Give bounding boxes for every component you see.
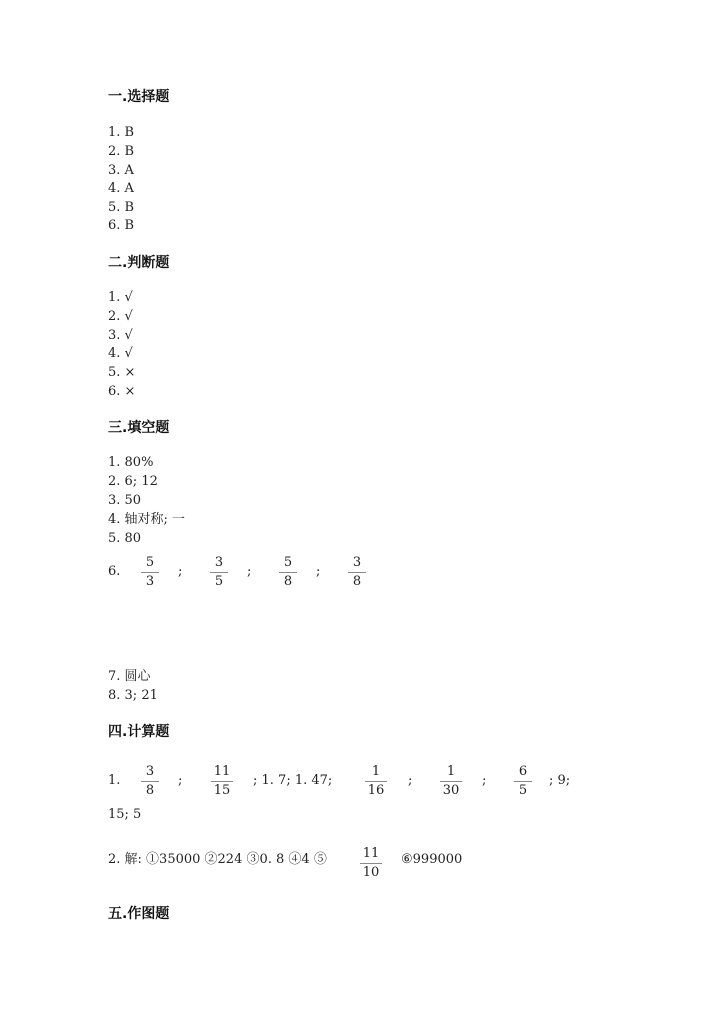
separator: ; <box>178 773 183 788</box>
fraction <box>135 556 165 589</box>
answer-line: 1. 80% <box>108 455 154 470</box>
answer-line: 3. √ <box>108 328 133 343</box>
fraction-numerator: 6 <box>518 764 528 779</box>
fraction <box>273 556 303 589</box>
answer-line: 2. √ <box>108 309 133 324</box>
answer-line: 3. 50 <box>108 493 142 508</box>
separator: ; <box>247 564 252 579</box>
answer-line: 4. A <box>108 181 134 196</box>
fraction-numerator: 3 <box>352 555 362 570</box>
answer-line: 5. × <box>108 365 136 380</box>
section-title-fill-blank: 三.填空题 <box>108 420 170 436</box>
fraction-denominator: 8 <box>145 783 155 798</box>
fraction <box>356 847 386 880</box>
answer-line: 5. B <box>108 200 135 215</box>
fraction-denominator: 10 <box>362 865 380 880</box>
fraction-denominator: 30 <box>442 783 460 798</box>
separator: ; <box>408 773 413 788</box>
separator: ; <box>482 773 487 788</box>
answer-line: 8. 3; 21 <box>108 688 158 703</box>
fraction <box>361 765 391 798</box>
fraction-numerator: 5 <box>283 555 293 570</box>
inline-values: ; 1. 7; 1. 47; <box>253 773 333 788</box>
fraction-denominator: 15 <box>213 783 231 798</box>
separator: ; <box>178 564 183 579</box>
fraction-numerator: 3 <box>214 555 224 570</box>
answer-line: 6. × <box>108 384 136 399</box>
answer-line: 5. 80 <box>108 531 142 546</box>
answer-line: 4. √ <box>108 346 133 361</box>
section-title-calculation: 四.计算题 <box>108 724 170 740</box>
section-title-judgement: 二.判断题 <box>108 255 170 271</box>
answer-line: 4. 轴对称; 一 <box>108 512 186 527</box>
fraction <box>508 765 538 798</box>
answer-line: 2. B <box>108 144 135 159</box>
fraction-numerator: 11 <box>362 846 380 861</box>
separator: ; <box>316 564 321 579</box>
fraction-denominator: 5 <box>214 574 224 589</box>
inline-values: ; 9; <box>549 773 571 788</box>
section-title-choice: 一.选择题 <box>108 89 170 105</box>
fraction <box>207 765 237 798</box>
fraction <box>135 765 165 798</box>
answer-line: 7. 圆心 <box>108 669 151 684</box>
fraction-numerator: 11 <box>213 764 231 779</box>
fraction-numerator: 3 <box>145 764 155 779</box>
fraction-denominator: 8 <box>283 574 293 589</box>
question-label: 6. <box>108 564 121 579</box>
fraction-denominator: 3 <box>145 574 155 589</box>
answer-line: 2. 6; 12 <box>108 474 158 489</box>
answer-line: 1. √ <box>108 290 133 305</box>
answer-line: 3. A <box>108 163 134 178</box>
answer-line: 6. B <box>108 218 135 233</box>
answer-line: 2. 解: ①35000 ②224 ③0. 8 ④4 ⑤ <box>108 852 327 867</box>
answer-line-continuation: 15; 5 <box>108 807 142 822</box>
fraction-numerator: 5 <box>145 555 155 570</box>
answer-line-suffix: ⑥999000 <box>401 852 463 867</box>
fraction-denominator: 8 <box>352 574 362 589</box>
fraction-denominator: 5 <box>518 783 528 798</box>
answer-line: 1. B <box>108 125 135 140</box>
fraction <box>436 765 466 798</box>
fraction-numerator: 1 <box>446 764 456 779</box>
fraction-denominator: 16 <box>367 783 385 798</box>
fraction-numerator: 1 <box>371 764 381 779</box>
section-title-drawing: 五.作图题 <box>108 906 170 922</box>
question-label: 1. <box>108 773 121 788</box>
fraction <box>342 556 372 589</box>
fraction <box>204 556 234 589</box>
